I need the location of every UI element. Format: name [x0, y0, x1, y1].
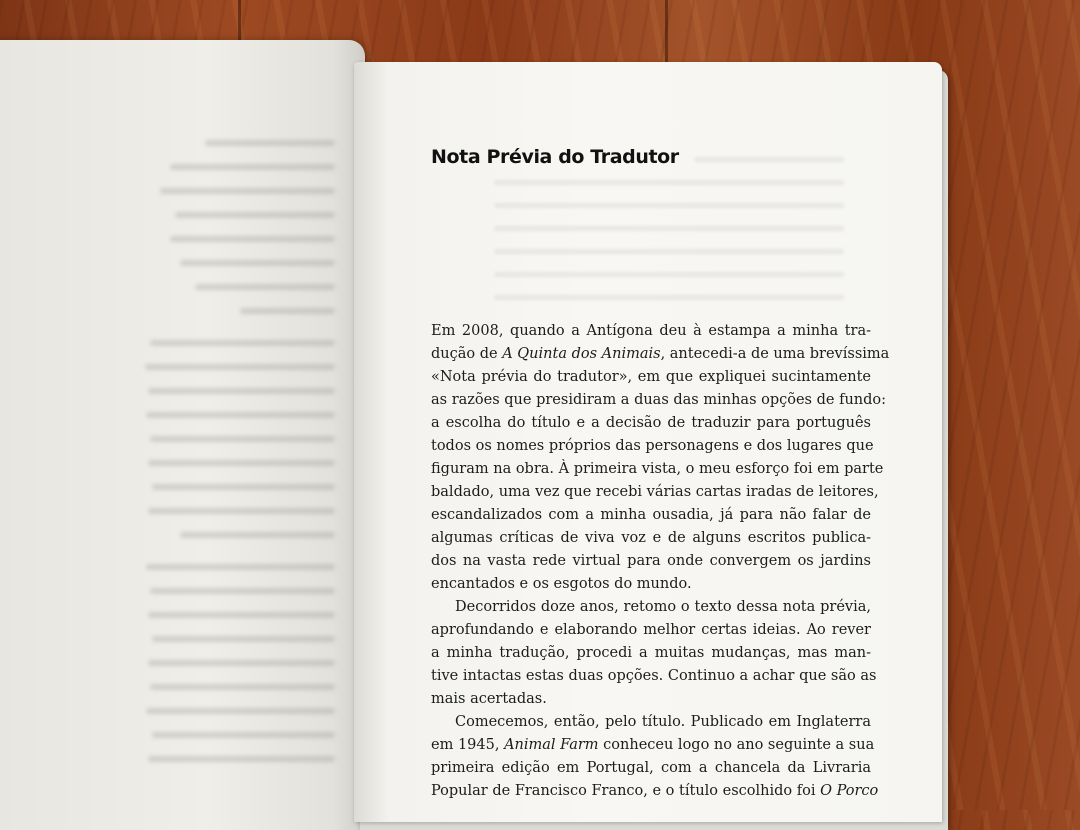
text-run: baldado, uma vez que recebi várias cartas iradas de leitores,	[431, 484, 879, 500]
text-line	[431, 504, 871, 527]
ghost-text-line	[148, 612, 335, 618]
text-run: conheceu logo no ano seguinte a sua	[598, 737, 875, 753]
text-line	[431, 435, 874, 458]
text-run: todos os nomes próprios das personagens e dos lugares que	[431, 438, 874, 454]
ghost-text-line	[146, 708, 335, 714]
text-run: primeira edição em Portugal, com a chancela da Livraria	[431, 760, 871, 776]
text-line	[431, 642, 871, 665]
italic-title-text: Animal Farm	[504, 737, 599, 753]
text-run: aprofundando e elaborando melhor certas ideias. Ao rever	[431, 622, 871, 638]
text-line	[431, 619, 871, 642]
ghost-text-line	[180, 532, 335, 538]
text-line	[431, 366, 871, 389]
ghost-text-line	[148, 388, 335, 394]
text-run: Comecemos, então, pelo título. Publicado em Inglaterra	[455, 714, 871, 730]
ghost-text-line	[146, 412, 335, 418]
bleed-through-line	[494, 295, 844, 300]
ghost-text-line	[148, 460, 335, 466]
text-run: figuram na obra. À primeira vista, o meu esforço foi em parte	[431, 461, 884, 477]
text-line	[431, 527, 871, 550]
section-heading: Nota Prévia do Tradutor	[431, 146, 679, 168]
ghost-text-line	[180, 260, 335, 266]
text-run: encantados e os esgotos do mundo.	[431, 576, 692, 592]
text-run: as razões que presidiram a duas das minhas opções de fundo:	[431, 392, 887, 408]
bleed-through-line	[494, 203, 844, 208]
text-line	[431, 688, 871, 711]
text-run: escandalizados com a minha ousadia, já para não falar de	[431, 507, 871, 523]
ghost-text-line	[160, 188, 335, 194]
text-run: mais acertadas.	[431, 691, 547, 707]
ghost-text-line	[175, 212, 335, 218]
text-line	[431, 389, 887, 412]
text-run: Decorridos doze anos, retomo o texto dessa nota prévia,	[455, 599, 871, 615]
text-line	[431, 780, 879, 803]
paragraph	[431, 711, 879, 803]
text-line	[431, 596, 871, 619]
italic-title-text: O Porco	[820, 783, 879, 799]
text-run: dos na vasta rede virtual para onde convergem os jardins	[431, 553, 871, 569]
text-line	[431, 550, 871, 573]
ghost-text-line	[150, 436, 335, 442]
text-line	[431, 734, 875, 757]
text-line	[431, 412, 871, 435]
text-run: «Nota prévia do tradutor», em que expliquei sucintamente	[431, 369, 871, 385]
ghost-text-line	[146, 564, 335, 570]
text-run: a escolha do título e a decisão de traduzir para português	[431, 415, 871, 431]
bleed-through-line	[494, 226, 844, 231]
ghost-text-line	[205, 140, 335, 146]
ghost-text-line	[170, 236, 335, 242]
ghost-text-line	[195, 284, 335, 290]
text-line	[431, 757, 871, 780]
text-line	[431, 665, 877, 688]
ghost-text-line	[150, 588, 335, 594]
ghost-text-line	[150, 340, 335, 346]
bleed-through-line	[694, 157, 844, 162]
text-line	[431, 481, 879, 504]
left-page	[0, 40, 365, 830]
ghost-text-line	[240, 308, 335, 314]
bleed-through-line	[494, 180, 844, 185]
text-run: tive intactas estas duas opções. Continuo a achar que são as	[431, 668, 877, 684]
ghost-text-line	[152, 636, 335, 642]
bleed-through-line	[494, 249, 844, 254]
ghost-text-line	[150, 684, 335, 690]
text-line	[431, 343, 890, 366]
text-line	[431, 711, 871, 734]
bleed-through-line	[494, 272, 844, 277]
ghost-text-line	[170, 164, 335, 170]
text-run: Em 2008, quando a Antígona deu à estampa a minha tra-	[431, 323, 871, 339]
text-run: , antecedi-a de uma brevíssima	[660, 346, 890, 362]
text-line	[431, 320, 871, 343]
text-run: Popular de Francisco Franco, e o título escolhido foi	[431, 783, 821, 799]
text-line	[431, 458, 884, 481]
text-run: em 1945,	[431, 737, 505, 753]
ghost-text-line	[148, 660, 335, 666]
paragraph	[431, 596, 877, 711]
ghost-text-line	[152, 484, 335, 490]
body-text	[431, 320, 890, 803]
paragraph	[431, 320, 890, 596]
text-line	[431, 573, 871, 596]
ghost-text-line	[145, 364, 335, 370]
text-run: algumas críticas de viva voz e de alguns escritos publica-	[431, 530, 871, 546]
italic-title-text: A Quinta dos Animais	[502, 346, 661, 362]
ghost-text-line	[148, 508, 335, 514]
text-run: dução de	[431, 346, 503, 362]
ghost-text-line	[148, 756, 335, 762]
ghost-text-line	[152, 732, 335, 738]
text-run: a minha tradução, procedi a muitas mudanças, mas man-	[431, 645, 871, 661]
